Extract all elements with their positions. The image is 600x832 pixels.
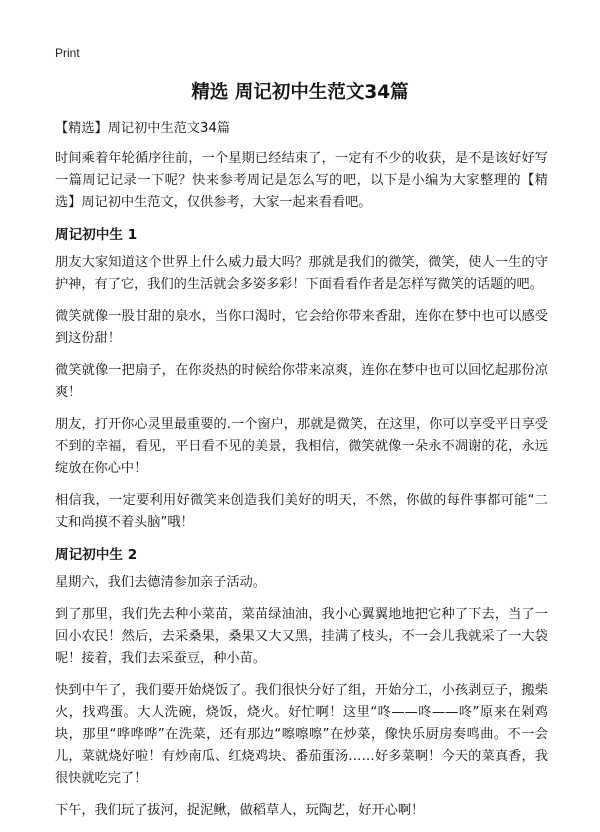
paragraph: 下午，我们玩了拔河，捉泥鳅，做稻草人，玩陶艺，好开心啊！: [55, 803, 425, 818]
paragraph: 到了那里，我们先去种小菜苗，菜苗绿油油，我小心翼翼地地把它种了下去，当了一回小农民！然后，去采桑果，桑果又大又黑，挂满了枝头，不一会儿我就采了一大袋呢！接着，我们去采蚕豆，种小苗。: [55, 607, 548, 666]
section-1: [55, 224, 548, 534]
paragraph: 星期六，我们去德清参加亲子活动。: [55, 575, 266, 590]
paragraph: 朋友大家知道这个世界上什么威力最大吗？那就是我们的微笑，微笑，使人一生的守护神，有了它，我们的生活就会多姿多彩！下面看看作者是怎样写微笑的话题的吧。: [55, 255, 548, 292]
section-heading: 周记初中生 1: [55, 227, 138, 243]
paragraph: 微笑就像一把扇子，在你炎热的时候给你带来凉爽，连你在梦中也可以回忆起那份凉爽！: [55, 363, 548, 400]
document-subtitle: 【精选】周记初中生范文34篇: [55, 121, 231, 136]
paragraph: 快到中午了，我们要开始烧饭了。我们很快分好了组，开始分工，小孩剥豆子，搬柴火，找鸡蛋。大人洗碗，烧饭，烧火。好忙啊！这里“咚——咚——咚”原来在剁鸡块，那里“哗哗哗”在洗菜，还有那边“嚓嚓嚓”在炒菜，像快乐厨房奏鸣曲。不一会儿，菜就烧好啦！有炒南瓜、红烧鸡块、番茄蛋汤……好多菜啊！今天的菜真香，我很快就吃完了！: [55, 683, 548, 786]
intro-paragraph: 时间乘着年轮循序往前，一个星期已经结束了，一定有不少的收获，是不是该好好写一篇周记记录一下呢？快来参考周记是怎么写的吧，以下是小编为大家整理的【精选】周记初中生范文，仅供参考，大家一起来看看吧。: [55, 151, 548, 210]
paragraph: 朋友，打开你心灵里最重要的.一个窗户，那就是微笑，在这里，你可以享受平日享受不到的幸福，看见，平日看不见的美景，我相信，微笑就像一朵永不凋谢的花，永远绽放在你心中！: [55, 417, 548, 476]
section-heading: 周记初中生 2: [55, 547, 138, 563]
document-title: 精选 周记初中生范文34篇: [191, 82, 409, 103]
document-body: [55, 118, 548, 832]
paragraph: 微笑就像一股甘甜的泉水，当你口渴时，它会给你带来香甜，连你在梦中也可以感受到这份甜！: [55, 309, 548, 346]
section-2: [55, 544, 548, 822]
print-label: Print: [55, 46, 80, 60]
paragraph: 相信我，一定要利用好微笑来创造我们美好的明天，不然，你做的每件事都可能“二丈和尚摸不着头脑”哦！: [55, 493, 548, 530]
